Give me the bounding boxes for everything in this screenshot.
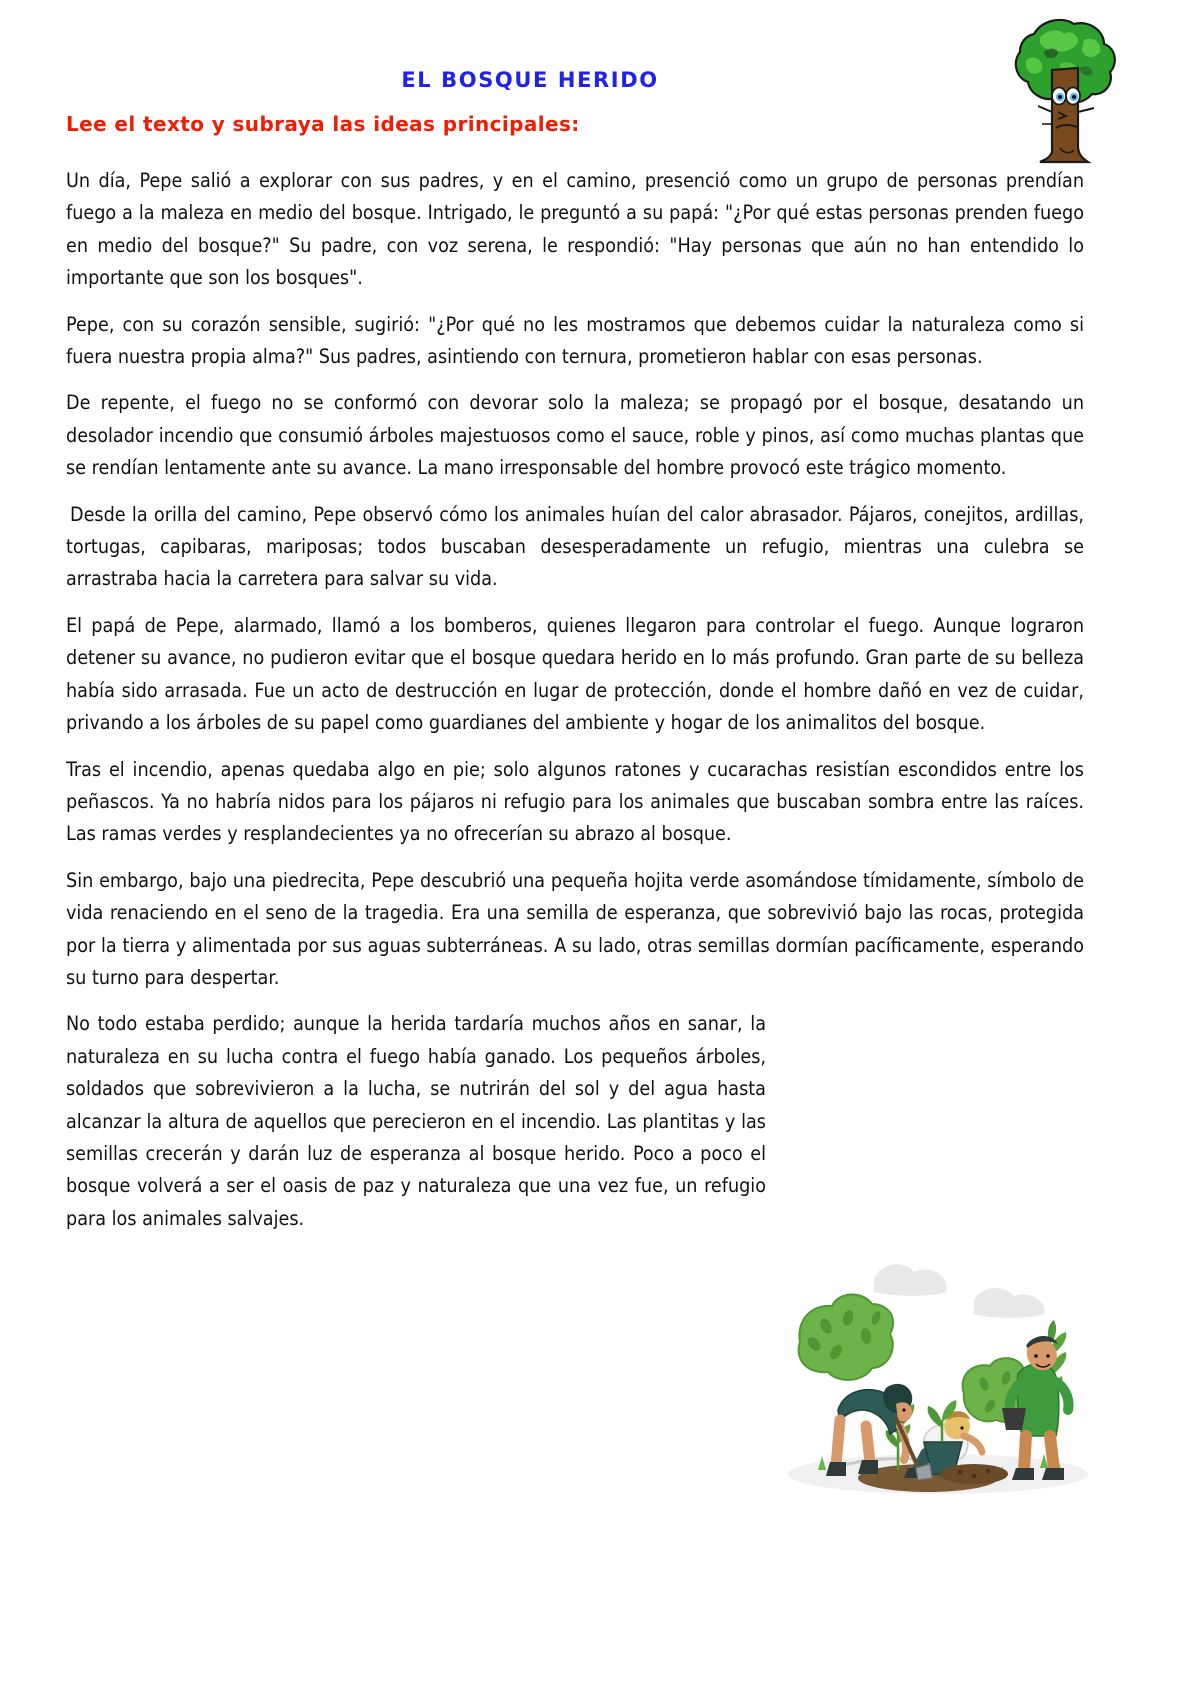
paragraph-6: Tras el incendio, apenas quedaba algo en pie; solo algunos ratones y cucarachas resistían escondidos entre los peñascos. Ya no habría nidos para los pájaros ni refugio para los animales que buscaban sombra entre las raíces. Las ramas verdes y resplandecientes ya no ofrecerían su abrazo al bosque. — [66, 757, 1084, 846]
paragraph-8: No todo estaba perdido; aunque la herida tardaría muchos años en sanar, la naturaleza en su lucha contra el fuego había ganado. Los pequeños árboles, soldados que sobrevivieron a la lucha, se nutrirán del sol y del agua hasta alcanzar la altura de aquellos que perecieron en el incendio. Las plantitas y las semillas crecerán y darán luz de esperanza al bosque herido. Poco a poco el bosque volverá a ser el oasis de paz y naturaleza que una vez fue, un refugio para los animales salvajes. — [66, 1012, 766, 1230]
paragraph-3: De repente, el fuego no se conformó con devorar solo la maleza; se propagó por el bosque, desatando un desolador incendio que consumió árboles majestuosos como el sauce, roble y pinos, así como muchas plantas que se rendían lentamente ante su avance. La mano irresponsable del hombre provocó este trágico momento. — [66, 391, 1084, 480]
people-planting-trees-illustration — [778, 1222, 1098, 1497]
paragraph-4: Desde la orilla del camino, Pepe observó cómo los animales huían del calor abrasador. Pájaros, conejitos, ardillas, tortugas, capibaras, mariposas; todos buscaban desesperadamente un refugio, mientras una culebra se arrastraba hacia la carretera para salvar su vida. — [66, 502, 1084, 591]
instruction-line: Lee el texto y subraya las ideas principales: — [66, 112, 580, 136]
paragraph-1: Un día, Pepe salió a explorar con sus padres, y en el camino, presenció como un grupo de personas prendían fuego a la maleza en medio del bosque. Intrigado, le preguntó a su papá: "¿Por qué estas personas prenden fuego en medio del bosque?" Su padre, con voz serena, le respondió: "Hay personas que aún no han entendido lo importante que son los bosques". — [66, 169, 1084, 290]
paragraph-7: Sin embargo, bajo una piedrecita, Pepe descubrió una pequeña hojita verde asomándose tímidamente, símbolo de vida renaciendo en el seno de la tragedia. Era una semilla de esperanza, que sobrevivió bajo las rocas, protegida por la tierra y alimentada por sus aguas subterráneas. A su lado, otras semillas dormían pacíficamente, esperando su turno para despertar. — [66, 868, 1084, 989]
story-body — [66, 165, 1084, 1249]
left-shrub — [799, 1294, 894, 1379]
page-title: EL BOSQUE HERIDO — [401, 68, 659, 92]
paragraph-2: Pepe, con su corazón sensible, sugirió: "¿Por qué no les mostramos que debemos cuidar la naturaleza como si fuera nuestra propia alma?" Sus padres, asintiendo con ternura, prometieron hablar con esas personas. — [66, 312, 1084, 369]
planting-svg — [778, 1222, 1098, 1497]
paragraph-5: El papá de Pepe, alarmado, llamó a los bomberos, quienes llegaron para controlar el fuego. Aunque lograron detener su avance, no pudieron evitar que el bosque quedara herido en lo más profundo. Gran parte de su belleza había sido arrasada. Fue un acto de destrucción en lugar de protección, donde el hombre dañó en vez de cuidar, privando a los árboles de su papel como guardianes del ambiente y hogar de los animalitos del bosque. — [66, 613, 1084, 735]
